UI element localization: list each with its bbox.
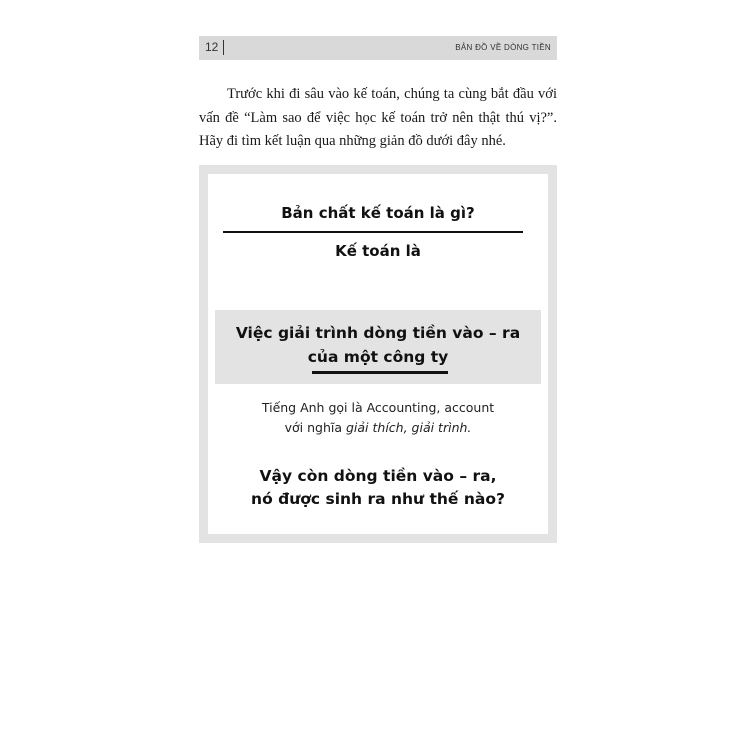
definition-line-1: Việc giải trình dòng tiền vào – ra <box>235 324 521 342</box>
diagram-panel <box>199 165 557 543</box>
definition-text <box>215 321 541 369</box>
heading-divider <box>223 231 523 233</box>
diagram-panel-inner <box>208 174 548 534</box>
follow-up-line-2: nó được sinh ra như thế nào? <box>251 490 505 508</box>
question-heading: Bản chất kế toán là gì? <box>281 204 475 222</box>
follow-up-line-1: Vậy còn dòng tiền vào – ra, <box>259 467 497 485</box>
etymology-line-2 <box>208 418 548 438</box>
definition-line-2: của một công ty <box>307 348 449 366</box>
definition-underline <box>312 371 448 374</box>
definition-box <box>215 310 541 384</box>
etymology-line-1: Tiếng Anh gọi là Accounting, account <box>261 400 495 415</box>
running-header <box>199 36 557 60</box>
definition-label: Kế toán là <box>335 242 421 260</box>
chapter-title: BẢN ĐỒ VỀ DÒNG TIỀN <box>455 43 551 52</box>
follow-up-question <box>208 465 548 511</box>
intro-paragraph: Trước khi đi sâu vào kế toán, chúng ta cùng bắt đầu với vấn đề “Làm sao để việc học kế toán trở nên thật thú vị?”. Hãy đi tìm kết luận qua những giản đồ dưới đây nhé. <box>199 86 557 149</box>
header-divider <box>223 40 224 55</box>
page-number: 12 <box>205 40 219 54</box>
etymology-prefix: với nghĩa <box>284 420 346 435</box>
etymology-note <box>208 398 548 438</box>
etymology-italic: giải thích, giải trình. <box>345 420 472 435</box>
